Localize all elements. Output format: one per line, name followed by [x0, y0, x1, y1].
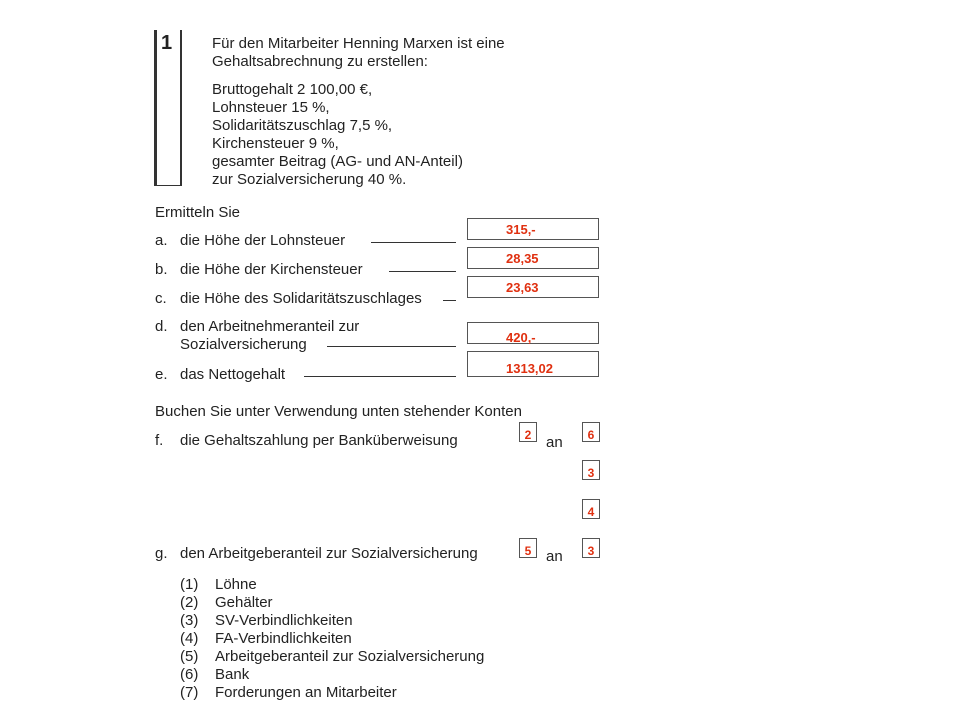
item-a-text: die Höhe der Lohnsteuer — [180, 232, 346, 249]
item-b-text: die Höhe der Kirchensteuer — [180, 261, 363, 278]
item-a-answer: 315,- — [506, 222, 536, 237]
item-e-answer: 1313,02 — [506, 361, 553, 376]
item-c-letter: c. — [155, 290, 167, 307]
item-f-credit-box-1[interactable]: 6 — [582, 422, 600, 442]
item-c-answer: 23,63 — [506, 280, 539, 295]
account-num-4: (4) — [180, 630, 199, 647]
account-num-7: (7) — [180, 684, 199, 701]
item-g-an: an — [546, 548, 563, 565]
intro-line-1: Für den Mitarbeiter Henning Marxen ist eine — [212, 35, 505, 52]
account-num-5: (5) — [180, 648, 199, 665]
item-e-text: das Nettogehalt — [180, 366, 286, 383]
item-e-letter: e. — [155, 366, 168, 383]
item-b-leader — [389, 271, 456, 272]
account-label-7: Forderungen an Mitarbeiter — [215, 684, 397, 701]
account-label-6: Bank — [215, 666, 250, 683]
item-g-text: den Arbeitgeberanteil zur Sozialversicherung — [180, 545, 478, 562]
item-b-answer-box[interactable] — [467, 247, 599, 269]
given-line-4: Kirchensteuer 9 %, — [212, 135, 339, 152]
item-g-debit-box[interactable]: 5 — [519, 538, 537, 558]
item-f-text: die Gehaltszahlung per Banküberweisung — [180, 432, 458, 449]
item-f-credit-box-2[interactable]: 3 — [582, 460, 600, 480]
given-line-5: gesamter Beitrag (AG- und AN-Anteil) — [212, 153, 463, 170]
account-label-1: Löhne — [215, 576, 257, 593]
item-g-credit-box-1[interactable]: 3 — [582, 538, 600, 558]
item-e-leader — [304, 376, 456, 377]
section2-heading: Buchen Sie unter Verwendung unten stehender Konten — [155, 403, 522, 420]
account-label-2: Gehälter — [215, 594, 273, 611]
item-a-letter: a. — [155, 232, 168, 249]
item-b-answer: 28,35 — [506, 251, 539, 266]
account-num-1: (1) — [180, 576, 199, 593]
account-num-2: (2) — [180, 594, 199, 611]
account-label-4: FA-Verbindlichkeiten — [215, 630, 352, 647]
item-d-letter: d. — [155, 318, 168, 335]
item-c-text: die Höhe des Solidaritätszuschlages — [180, 290, 422, 307]
item-d-leader — [327, 346, 456, 347]
item-f-letter: f. — [155, 432, 164, 449]
item-g-letter: g. — [155, 545, 168, 562]
item-d-text-line1: den Arbeitnehmeranteil zur — [180, 318, 360, 335]
item-f-an: an — [546, 434, 563, 451]
item-c-answer-box[interactable] — [467, 276, 599, 298]
given-line-3: Solidaritätszuschlag 7,5 %, — [212, 117, 393, 134]
item-d-answer-box[interactable] — [467, 322, 599, 344]
account-num-3: (3) — [180, 612, 199, 629]
given-line-6: zur Sozialversicherung 40 %. — [212, 171, 407, 188]
item-a-answer-box[interactable] — [467, 218, 599, 240]
item-c-leader — [443, 300, 456, 301]
account-label-3: SV-Verbindlichkeiten — [215, 612, 353, 629]
item-a-leader — [371, 242, 456, 243]
section1-heading: Ermitteln Sie — [155, 204, 241, 221]
item-f-debit-box[interactable]: 2 — [519, 422, 537, 442]
given-line-1: Bruttogehalt 2 100,00 €, — [212, 81, 373, 98]
item-f-credit-box-3[interactable]: 4 — [582, 499, 600, 519]
item-d-text-line2: Sozialversicherung — [180, 336, 307, 353]
account-label-5: Arbeitgeberanteil zur Sozialversicherung — [215, 648, 485, 665]
account-num-6: (6) — [180, 666, 199, 683]
item-d-answer: 420,- — [506, 330, 536, 345]
intro-line-2: Gehaltsabrechnung zu erstellen: — [212, 53, 428, 70]
given-line-2: Lohnsteuer 15 %, — [212, 99, 330, 116]
task-number-frame — [154, 30, 182, 186]
item-e-answer-box[interactable] — [467, 351, 599, 377]
item-b-letter: b. — [155, 261, 168, 278]
task-number: 1 — [161, 32, 173, 54]
